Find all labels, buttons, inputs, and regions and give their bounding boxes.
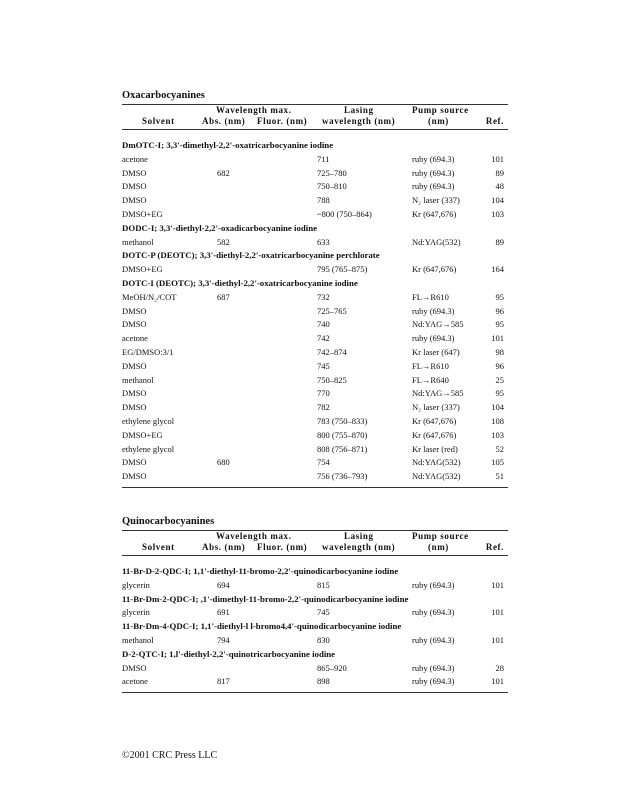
lasing-cell: 745: [317, 607, 330, 618]
abs-cell: 691: [217, 607, 230, 618]
copyright-footer: ©2001 CRC Press LLC: [122, 750, 218, 761]
solvent-cell: glycerin: [122, 579, 150, 590]
ref-cell: 52: [495, 443, 504, 454]
table-row: [122, 387, 508, 401]
lasing-cell: 740: [317, 319, 330, 330]
ref-cell: 25: [495, 374, 504, 385]
lasing-cell: 756 (736–793): [317, 471, 368, 482]
ref-cell: 96: [495, 360, 504, 371]
solvent-cell: acetone: [122, 153, 148, 164]
ref-cell: 104: [491, 195, 504, 206]
table-row: [122, 401, 508, 415]
table-header: [122, 531, 508, 555]
lasing-cell: 815: [317, 579, 330, 590]
lasing-cell: 783 (750–833): [317, 415, 368, 426]
dye-name: D-2-QTC-I; 1,l'-diethyl-2,2'-quinotricarbocyanine iodine: [122, 648, 336, 659]
dye-name: DOTC-P (DEOTC); 3,3'-diethyl-2,2'-oxatricarbocyanine perchlorate: [122, 250, 380, 261]
lasing-cell: 732: [317, 291, 330, 302]
table-row: [122, 443, 508, 457]
lasing-cell: 865–920: [317, 662, 347, 673]
solvent-cell: DMSO+EG: [122, 208, 163, 219]
pump-cell: ruby (694.3): [412, 662, 455, 673]
solvent-cell: DMSO: [122, 181, 147, 192]
ref-cell: 101: [491, 607, 504, 618]
table-row: [122, 180, 508, 194]
lasing-cell: 898: [317, 676, 330, 687]
oxacarbocyanines-section: [122, 88, 508, 488]
table-row: [122, 429, 508, 443]
table-row: [122, 456, 508, 470]
header-solvent: Solvent: [142, 542, 175, 552]
pump-cell: Kr (647,676): [412, 429, 457, 440]
ref-cell: 101: [491, 153, 504, 164]
ref-cell: 95: [495, 388, 504, 399]
table-row: [122, 194, 508, 208]
solvent-cell: DMSO: [122, 388, 147, 399]
table-row: [122, 208, 508, 222]
ref-cell: 51: [495, 471, 504, 482]
section-title: Quinocarbocyanines: [122, 516, 215, 527]
header-abs: Abs. (nm): [202, 116, 246, 126]
dye-name: DODC-I; 3,3'-diethyl-2,2'-oxadicarbocyanine iodine: [122, 222, 317, 233]
abs-cell: 687: [217, 291, 230, 302]
ref-cell: 101: [491, 579, 504, 590]
abs-cell: 582: [217, 236, 230, 247]
table-row: [122, 318, 508, 332]
solvent-cell: DMSO+EG: [122, 429, 163, 440]
dye-name: DmOTC-I; 3,3'-dimethyl-2,2'-oxatricarbocyanine iodine: [122, 140, 334, 150]
lasing-cell: 742–874: [317, 346, 347, 357]
header-fluor: Fluor. (nm): [257, 542, 308, 552]
table-row: [122, 332, 508, 346]
ref-cell: 101: [491, 676, 504, 687]
table-bottom-rule: [122, 487, 508, 488]
table-bottom-rule: [122, 692, 508, 693]
pump-cell: ruby (694.3): [412, 153, 455, 164]
dye-name: 11-Br-D-2-QDC-I; 1,1'-diethyl-11-bromo-2,2'-quinodicarbocyanine iodine: [122, 566, 399, 576]
lasing-cell: 750–810: [317, 181, 347, 192]
abs-cell: 794: [217, 634, 230, 645]
ref-cell: 28: [495, 662, 504, 673]
table-row: [122, 662, 508, 676]
pump-cell: ruby (694.3): [412, 333, 455, 344]
header-solvent: Solvent: [142, 116, 175, 126]
solvent-cell: DMSO: [122, 457, 147, 468]
solvent-cell: DMSO: [122, 360, 147, 371]
table-row: [122, 675, 508, 689]
pump-cell: Nd:YAG(532): [412, 457, 461, 468]
pump-cell: Nd:YAG→585: [412, 388, 464, 399]
solvent-cell: EG/DMSO:3/1: [122, 346, 174, 357]
table-row: [122, 374, 508, 388]
pump-cell: N₂ laser (337): [412, 195, 460, 206]
solvent-cell: ethylene glycol: [122, 415, 175, 426]
pump-cell: ruby (694.3): [412, 181, 455, 192]
pump-cell: ruby (694.3): [412, 579, 455, 590]
ref-cell: 95: [495, 291, 504, 302]
lasing-cell: 830: [317, 634, 330, 645]
table-row: [122, 579, 508, 593]
table-row: [122, 167, 508, 181]
header-lasing: Lasing: [344, 531, 374, 541]
abs-cell: 817: [217, 676, 230, 687]
pump-cell: Kr laser (647): [412, 346, 460, 357]
quinocarbocyanines-section: [122, 514, 508, 693]
table-row: [122, 606, 508, 620]
lasing-cell: 808 (756–871): [317, 443, 368, 454]
lasing-cell: 770: [317, 388, 330, 399]
solvent-cell: DMSO: [122, 195, 147, 206]
lasing-cell: 725–780: [317, 167, 347, 178]
pump-cell: FL→R610: [412, 360, 449, 371]
ref-cell: 89: [495, 236, 504, 247]
ref-cell: 98: [495, 346, 504, 357]
header-pump-unit: (nm): [428, 542, 449, 552]
lasing-cell: 745: [317, 360, 330, 371]
solvent-cell: DMSO: [122, 305, 147, 316]
pump-cell: FL→R640: [412, 374, 449, 385]
table-row: [122, 263, 508, 277]
header-pump-source: Pump source: [412, 105, 469, 115]
pump-cell: N₂ laser (337): [412, 402, 460, 413]
pump-cell: ruby (694.3): [412, 607, 455, 618]
ref-cell: 108: [491, 415, 504, 426]
dye-name: 11-Br-Dm-2-QDC-I; ,1'-dimethyl-11-bromo-2,2'-quinodicarbocyanine iodine: [122, 593, 409, 604]
pump-cell: ruby (694.3): [412, 634, 455, 645]
dye-name: 11-Br-Dm-4-QDC-I; 1,1'-diethyl-l l-bromo4,4'-quinodicarbocyanine iodine: [122, 621, 402, 632]
lasing-cell: 754: [317, 457, 330, 468]
ref-cell: 89: [495, 167, 504, 178]
lasing-cell: 750–825: [317, 374, 347, 385]
header-pump-unit: (nm): [428, 116, 449, 126]
pump-cell: Nd:YAG→585: [412, 319, 464, 330]
lasing-cell: 788: [317, 195, 330, 206]
solvent-cell: methanol: [122, 236, 154, 247]
table-row: [122, 415, 508, 429]
solvent-cell: acetone: [122, 676, 148, 687]
header-pump-source: Pump source: [412, 531, 469, 541]
pump-cell: ruby (694.3): [412, 676, 455, 687]
lasing-cell: 795 (765–875): [317, 264, 368, 275]
pump-cell: Kr laser (red): [412, 443, 458, 454]
pump-cell: Kr (647,676): [412, 415, 457, 426]
ref-cell: 101: [491, 333, 504, 344]
header-fluor: Fluor. (nm): [257, 116, 308, 126]
solvent-cell: methanol: [122, 374, 154, 385]
header-lasing-wavelength: wavelength (nm): [322, 116, 396, 126]
section-title: Oxacarbocyanines: [122, 90, 205, 101]
pump-cell: Kr (647,676): [412, 264, 457, 275]
pump-cell: Nd:YAG(532): [412, 236, 461, 247]
solvent-cell: DMSO: [122, 471, 147, 482]
ref-cell: 48: [495, 181, 504, 192]
table-row: [122, 236, 508, 250]
solvent-cell: DMSO: [122, 167, 147, 178]
spacer: [122, 556, 508, 565]
table-row: [122, 291, 508, 305]
lasing-cell: ~800 (750–864): [317, 208, 372, 219]
table-row: [122, 634, 508, 648]
header-lasing: Lasing: [344, 105, 374, 115]
lasing-cell: 742: [317, 333, 330, 344]
dye-name: DOTC-I (DEOTC); 3,3'-diethyl-2,2'-oxatricarbocyanine iodine: [122, 277, 358, 288]
solvent-cell: acetone: [122, 333, 148, 344]
pump-cell: ruby (694.3): [412, 167, 455, 178]
lasing-cell: 633: [317, 236, 330, 247]
table-row: [122, 346, 508, 360]
lasing-cell: 725–765: [317, 305, 347, 316]
ref-cell: 96: [495, 305, 504, 316]
pump-cell: FL→R610: [412, 291, 449, 302]
lasing-cell: 800 (755–870): [317, 429, 368, 440]
ref-cell: 95: [495, 319, 504, 330]
lasing-cell: 711: [317, 153, 330, 164]
ref-cell: 103: [491, 208, 504, 219]
solvent-cell: ethylene glycol: [122, 443, 175, 454]
solvent-cell: DMSO+EG: [122, 264, 163, 275]
table-row: [122, 360, 508, 374]
ref-cell: 164: [491, 264, 504, 275]
solvent-cell: DMSO: [122, 319, 147, 330]
ref-cell: 103: [491, 429, 504, 440]
ref-cell: 104: [491, 402, 504, 413]
header-ref: Ref.: [485, 542, 504, 552]
abs-cell: 682: [217, 167, 230, 178]
table-row: [122, 305, 508, 319]
solvent-cell: MeOH/N₂/COT: [122, 291, 177, 302]
table-row: [122, 470, 508, 484]
spacer: [122, 130, 508, 139]
header-wavelength-max: Wavelength max.: [216, 105, 292, 115]
lasing-cell: 782: [317, 402, 330, 413]
table-row: [122, 153, 508, 167]
pump-cell: Kr (647,676): [412, 208, 457, 219]
ref-cell: 105: [491, 457, 504, 468]
header-wavelength-max: Wavelength max.: [216, 531, 292, 541]
table-header: [122, 105, 508, 129]
header-lasing-wavelength: wavelength (nm): [322, 542, 396, 552]
solvent-cell: DMSO: [122, 402, 147, 413]
abs-cell: 680: [217, 457, 230, 468]
pump-cell: ruby (694.3): [412, 305, 455, 316]
pump-cell: Nd:YAG(532): [412, 471, 461, 482]
header-ref: Ref.: [485, 116, 504, 126]
solvent-cell: methanol: [122, 634, 154, 645]
solvent-cell: DMSO: [122, 662, 147, 673]
ref-cell: 101: [491, 634, 504, 645]
solvent-cell: glycerin: [122, 607, 150, 618]
header-abs: Abs. (nm): [202, 542, 246, 552]
abs-cell: 694: [217, 579, 230, 590]
